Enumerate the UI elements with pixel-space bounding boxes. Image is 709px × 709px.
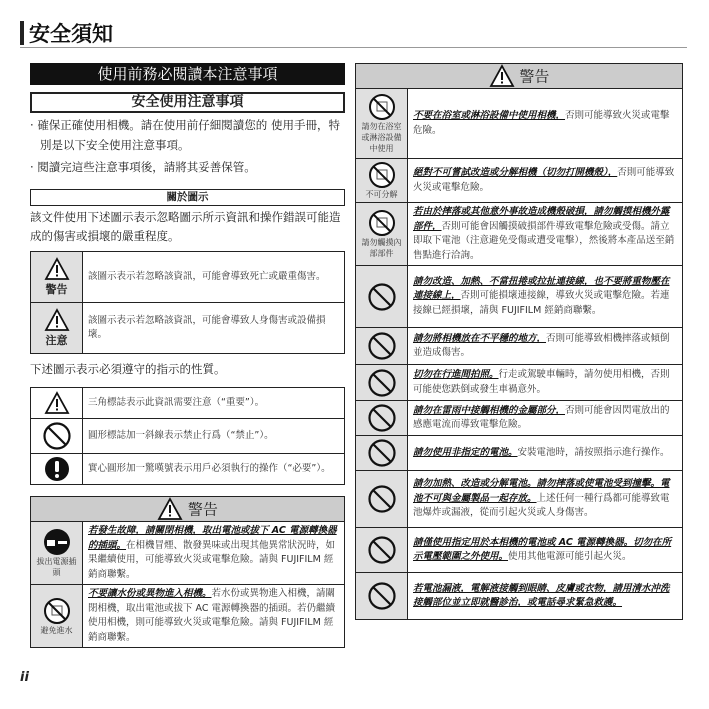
read-first-banner: 使用前務必閱讀本注意事項 [30,63,345,85]
warning-detail: 在相機冒煙、散發異味或出現其他異常狀況時，如果繼續使用，可能導致火災或電擊危險。請與 FUJIFILM 經銷商聯繫。 [88,539,336,580]
warning-lead: 若發生故障，請關閉相機，取出電池或拔下 AC 電源轉換器的插頭。 [88,525,337,551]
warning-lead: 若由於摔落或其他意外事故造成機殼破損，請勿觸摸相機外露部件， [413,206,670,232]
warning-text [408,365,683,401]
warning-text [408,573,683,620]
instruction-table [30,387,345,485]
severity-label: 注意 [45,334,68,347]
warning-text [408,471,683,528]
warning-header [356,64,683,89]
warning-detail: 使用其他電源可能引起火災。 [508,551,632,562]
warning-detail: 否則可能會因觸摸破損部件導致電擊危險或受傷。請立即取下電池（注意避免受傷或遭受電擊），然後將本產品送至銷售點進行洽詢。 [413,220,675,261]
prohibited-icon [367,535,397,565]
warning-triangle-icon [157,497,183,521]
page-title [20,20,113,46]
severity-text: 該圖示表示若忽略該資訊，可能會導致死亡或嚴重傷害。 [83,252,345,303]
warning-text [408,159,683,203]
title-rule [20,47,687,48]
warning-text [408,328,683,365]
warning-detail: 若水份或異物進入相機，請關閉相機，取出電池或拔下 AC 電源轉換器的插頭。若仍繼續使用相機，則可能導致火災或電擊危險。請與 FUJIFILM 經銷商聯繫。 [88,588,336,643]
title-bar [20,21,24,45]
warning-row [356,528,683,573]
warning-text [408,436,683,471]
warning-triangle-icon [489,64,515,88]
warning-table-right [355,63,683,620]
warning-icon-cell [31,522,83,585]
no-touch-icon [368,209,396,237]
warning-triangle-icon [44,257,70,281]
section-title: 安全使用注意事項 [30,92,345,113]
severity-label: 警告 [45,283,68,296]
left-column [30,63,345,648]
warning-lead: 請勿使用非指定的電池。 [413,446,518,458]
warning-lead: 不要讓水份或異物進入相機。 [88,588,212,599]
warning-icon-cell [356,159,408,203]
warning-text [408,203,683,266]
warning-detail: 否則可能導致火災或電擊危險。 [413,167,675,193]
prohibited-icon [367,484,397,514]
warning-text [408,528,683,573]
warning-icon-label: 拔出電源插頭 [36,557,77,577]
warning-text [408,89,683,159]
instruction-row [31,388,345,419]
warning-row [356,203,683,266]
prohibited-icon [367,282,397,312]
severity-row [31,252,345,303]
warning-row [356,328,683,365]
warning-icon-label: 避免進水 [40,625,73,635]
warning-row [356,401,683,436]
warning-row [31,522,345,585]
prohibited-icon [367,438,397,468]
warning-icon-cell [356,471,408,528]
prohibited-icon [367,368,397,398]
warning-triangle-icon [44,308,70,332]
warning-row [31,585,345,648]
warning-row [356,573,683,620]
warning-table-left [30,496,345,648]
warning-icon-cell [31,585,83,648]
bullet-item: · 確保正確使用相機。請在使用前仔細閱讀您的 使用手冊，特別是以下安全使用注意事項。 [30,118,340,152]
warning-row [356,436,683,471]
warning-lead: 不要在浴室或淋浴設備中使用相機， [413,110,566,121]
warning-lead: 請勿在雷雨中接觸相機的金屬部分， [413,404,566,416]
warning-lead: 切勿在行進間拍照。 [413,369,499,380]
no-water-icon [43,597,71,625]
warning-icon-label: 不可分解 [365,190,398,199]
no-bath-icon [368,93,396,121]
warning-icon-cell [356,365,408,401]
prohibited-icon [367,581,397,611]
instruction-icon-cell [31,388,83,419]
warning-text [83,585,345,648]
warning-detail: 否則可能導致火災或電擊危險。 [413,110,670,136]
bullet-text: 閱讀完這些注意事項後，請將其妥善保管。 [37,160,256,174]
warning-detail: 否則可能損壞連接線，導致火災或電擊危險。若連接線已經損壞，請與 FUJIFILM 經銷商聯繫。 [413,290,670,316]
unplug-icon [43,528,71,556]
warning-row [356,471,683,528]
warning-icon-label: 請勿觸摸內部部件 [361,238,402,258]
warning-row [356,365,683,401]
warning-icon-cell [356,266,408,328]
warning-icon-label: 請勿在浴室或淋浴設備中使用 [361,122,402,153]
about-icons-text: 該文件使用下述圖示表示忽略圖示所示資訊和操作錯誤可能造成的傷害或損壞的嚴重程度。 [30,210,341,243]
instruction-row [31,419,345,454]
warning-icon-cell [356,528,408,573]
severity-icon-cell [31,252,83,303]
warning-detail: 安裝電池時，請按照指示進行操作。 [517,446,670,458]
no-disassemble-icon [368,161,396,189]
bullet-text: 確保正確使用相機。請在使用前仔細閱讀您的 使用手冊，特別是以下安全使用注意事項。 [37,118,340,152]
warning-text [83,522,345,585]
instruction-icon-cell [31,419,83,454]
warning-header-text: 警告 [187,500,218,519]
instruction-intro: 下述圖示表示必須遵守的指示的性質。 [30,362,226,376]
warning-lead: 請勿加熱、改造或分解電池。請勿摔落或使電池受到撞擊。電池不可與金屬製品一起存放。 [413,478,670,504]
warning-row [356,159,683,203]
warning-icon-cell [356,436,408,471]
warning-lead: 請勿將相機放在不平穩的地方， [413,332,547,344]
warning-header-text: 警告 [519,67,550,86]
warning-icon-cell [356,89,408,159]
warning-detail: 上述任何一種行爲都可能導致電池爆炸或漏液，從而引起火災或人身傷害。 [413,492,670,519]
warning-detail: 行走或駕駛車輛時，請勿使用相機，否則可能使您跌倒或發生車禍意外。 [413,369,670,395]
instruction-text: 三角標誌表示此資訊需要注意（“重要”）。 [83,388,345,419]
warning-lead: 絕對不可嘗試改造或分解相機（切勿打開機殼）， [413,167,618,178]
warning-lead: 請僅使用指定用於本相機的電池或 AC 電源轉換器。切勿在所示電壓範圍之外使用。 [413,536,672,562]
instruction-text: 圓形標誌加一斜線表示禁止行爲（“禁止”）。 [83,419,345,454]
severity-icon-cell [31,303,83,354]
warning-text [408,266,683,328]
right-column [355,63,683,620]
warning-lead: 請勿改造、加熱、不當扭捲或拉扯連接線，也不要將重物壓在連接線上， [413,275,670,302]
warning-icon-cell [356,401,408,436]
prohibited-icon [367,331,397,361]
page-number: ii [20,670,29,685]
warning-icon-cell [356,203,408,266]
warning-detail: 否則可能導致相機摔落或傾倒並造成傷害。 [413,332,670,358]
bullet-item: · 閱讀完這些注意事項後，請將其妥善保管。 [30,160,256,174]
page-title-text: 安全須知 [29,22,113,46]
instruction-text: 實心圓形加一驚嘆號表示用戶必須執行的操作（“必要”）。 [83,454,345,485]
severity-table [30,251,345,354]
warning-header [31,497,345,522]
instruction-row [31,454,345,485]
instruction-icon-cell [31,454,83,485]
prohibited-icon [367,403,397,433]
warning-detail: 否則可能會因閃電放出的感應電流而導致電擊危險。 [413,404,670,430]
warning-row [356,89,683,159]
severity-text: 該圖示表示若忽略該資訊，可能會導致人身傷害或設備損壞。 [83,303,345,354]
warning-icon-cell [356,328,408,365]
warning-icon-cell [356,573,408,620]
warning-lead: 若電池漏液，電解液接觸到眼睛、皮膚或衣物，請用清水沖洗接觸部位並立即就醫診治，或電話尋求緊急救護。 [413,582,670,608]
warning-text [408,401,683,436]
prohibited-icon [42,421,72,451]
mandatory-icon [44,456,70,482]
warning-row [356,266,683,328]
warning-triangle-icon [44,391,70,415]
severity-row [31,303,345,354]
about-icons-title: 關於圖示 [30,189,345,206]
